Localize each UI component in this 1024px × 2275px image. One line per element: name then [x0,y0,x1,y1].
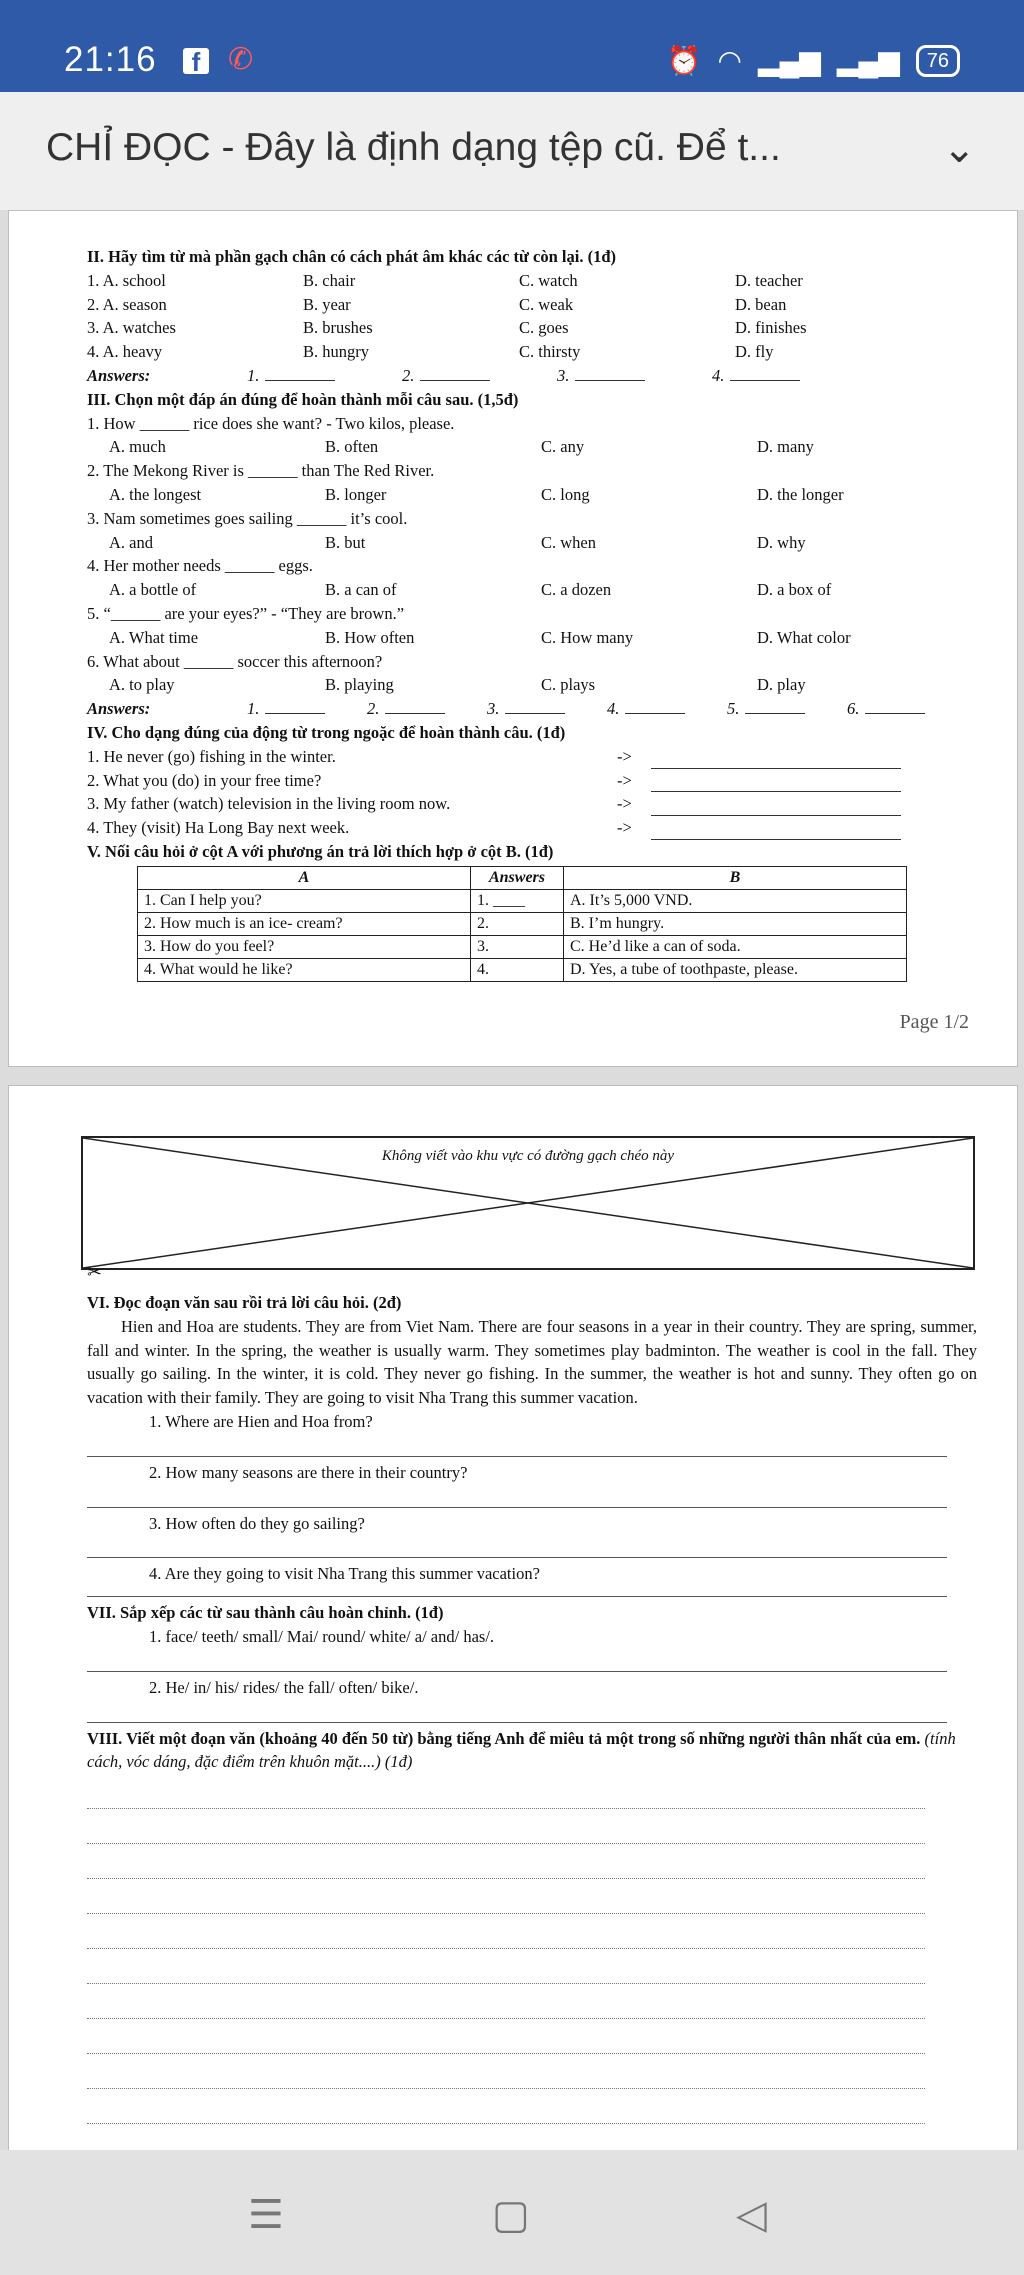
writing-line [87,1984,925,2019]
answer-line [87,1436,947,1457]
s4-item-2: 2. What you (do) in your free time? -> [87,769,977,793]
chevron-down-icon[interactable]: ⌄ [942,127,976,171]
s4-item-4: 4. They (visit) Ha Long Bay next week. -> [87,816,977,840]
s6-q2: 2. How many seasons are there in their country? [149,1462,468,1482]
answer-line [87,1651,947,1672]
signal-icon-2: ▂▄▆ [836,45,900,76]
writing-line [87,1844,925,1879]
writing-line [87,1774,925,1809]
s7-item-2: 2. He/ in/ his/ rides/ the fall/ often/ bike/. [149,1677,419,1697]
s3-q5: 5. “______ are your eyes?” - “They are brown.” [87,603,405,623]
section-2-heading: II. Hãy tìm từ mà phần gạch chân có cách phát âm khác các từ còn lại. (1đ) [87,247,617,266]
wifi-icon: ◠ [717,45,742,76]
matching-table: A Answers B 1. Can I help you? 1. ____ A. It’s 5,000 VND. 2. How much is an ice- cream? 2. B. I’m hungry. 3. How do you feel? 3. C. He’d like a can of soda. 4. What would he like? 4. D. Yes, a tube of toothpaste, please. [137,866,907,982]
s3-q1: 1. How ______ rice does she want? - Two kilos, please. [87,413,455,433]
section-8-heading: VIII. Viết một đoạn văn (khoảng 40 đến 50 từ) bằng tiếng Anh để miêu tả một trong số những người thân nhất của em. (tính cách, vóc dáng, đặc điểm trên khuôn mặt....) (1đ) [87,1728,956,1772]
recent-apps-icon[interactable]: ☰ [248,2192,284,2238]
answer-line [87,1588,947,1597]
back-icon[interactable]: ◁ [736,2192,767,2238]
s6-q4: 4. Are they going to visit Nha Trang this summer vacation? [149,1564,540,1584]
app-bar [0,92,1024,210]
page-number: Page 1/2 [899,1011,969,1033]
table-row: 4. What would he like? 4. D. Yes, a tube of toothpaste, please. [138,958,907,981]
writing-line [87,2054,925,2089]
table-row: 1. Can I help you? 1. ____ A. It’s 5,000 VND. [138,889,907,912]
writing-line [87,2089,925,2124]
facebook-icon: f [183,48,209,74]
answer-line [87,1487,947,1508]
section-6-heading: VI. Đọc đoạn văn sau rồi trả lời câu hỏi. (2đ) [87,1293,402,1312]
system-nav-bar [0,2150,1024,2275]
read-only-banner[interactable]: CHỈ ĐỌC - Đây là định dạng tệp cũ. Để t... [46,126,781,169]
missed-call-icon: ✆ [228,43,254,76]
table-row: 2. How much is an ice- cream? 2. B. I’m hungry. [138,912,907,935]
s4-item-3: 3. My father (watch) television in the living room now. -> [87,792,977,816]
battery-icon: 76 [916,45,960,77]
s3-q2: 2. The Mekong River is ______ than The Red River. [87,461,435,481]
document-page-1 [8,210,1018,1067]
s2-row-3: 3. A. watches B. brushes C. goes D. finishes [87,318,807,338]
alarm-icon: ⏰ [666,45,702,76]
section-7-heading: VII. Sắp xếp các từ sau thành câu hoàn chỉnh. (1đ) [87,1603,444,1623]
scissor-icon: ✂ [87,1262,103,1282]
reading-passage: Hien and Hoa are students. They are from Viet Nam. There are four seasons in a year in their country. They are spring, summer, fall and winter. In the spring, the weather is usually warm. They sometimes play badminton. The weather is cool in the fall. They usually go sailing. In the winter, it is cold. They never go fishing. In the summer, the weather is hot and sunny. They often go on vacation with their family. They are going to visit Nha Trang this summer vacation. [87,1316,977,1408]
status-bar [0,0,1024,92]
writing-line [87,2019,925,2054]
no-write-label: Không viết vào khu vực có đường gạch chéo này [381,1148,675,1164]
section-3-heading: III. Chọn một đáp án đúng để hoàn thành mỗi câu sau. (1,5đ) [87,389,519,409]
s2-row-1: 1. A. school B. chair C. watch D. teacher [87,270,803,290]
answer-line [87,1537,947,1558]
writing-line [87,1949,925,1984]
answer-line [87,1702,947,1723]
s6-q1: 1. Where are Hien and Hoa from? [149,1411,373,1431]
s2-answers: Answers: 1. 2. 3. 4. [87,364,977,388]
page1-content: II. Hãy tìm từ mà phần gạch chân có cách phát âm khác các từ còn lại. (1đ) 1. A. school B. chair C. watch D. teacher 2. A. season B. year C. weak D. bean 3. A. watches B. brushes C. goes D. finishes 4. A. heavy B. hungry C. thirsty D. fly Answers: 1. 2. 3. 4. III. Chọn một đáp án đúng để hoàn thành mỗi câu sau. (1,5đ) 1. How ______ rice does she want? - Two kilos, please. A. much B. often C. any D. many 2. The Mekong River is ______ than The Red River. A. the longest B. longer C. long D. the longer 3. Nam sometimes goes sailing ______ it’s cool. A. and B. but C. when D. why 4. Her mother needs ______ eggs. A. a bottle of B. a can of C. a dozen D. a box of 5. “______ are your eyes?” - “They are brown.” A. What time B. How often C. How many D. What color 6. What about ______ soccer this afternoon? A. to play B. playing C. plays D. play Answers: 1. 2. 3. 4. 5. 6. IV. Cho dạng đúng của động từ trong ngoặc để hoàn thành câu. (1đ) 1. He never (go) fishing in the winter. -> 2. What you (do) in your free time? -> 3. My father (watch) television in the living room now. -> 4. They (visit) Ha Long Bay next week. -> V. Nối câu hỏi ở cột A với phương án trả lời thích hợp ở cột B. (1đ) A Answers B 1. Can I help you? 1. ____ A. It’s 5,000 VND. 2. How much is an ice- cream? 2. B. I’m hungry. 3. How do you feel? 3. C. He’d like a can of soda. 4. What would he like? 4. D. Yes, a tube of toothpaste, please. [87,245,977,982]
s2-row-2: 2. A. season B. year C. weak D. bean [87,294,787,314]
s2-row-4: 4. A. heavy B. hungry C. thirsty D. fly [87,342,774,362]
section-5-heading: V. Nối câu hỏi ở cột A với phương án trả lời thích hợp ở cột B. (1đ) [87,841,554,861]
status-time: 21:16 [64,40,157,79]
writing-line [87,1879,925,1914]
writing-line [87,1809,925,1844]
s6-q3: 3. How often do they go sailing? [149,1513,365,1533]
section-4-heading: IV. Cho dạng đúng của động từ trong ngoặc để hoàn thành câu. (1đ) [87,722,566,742]
s3-q6: 6. What about ______ soccer this afternoon? [87,651,383,671]
no-write-box [81,1136,975,1270]
page2-content [87,1291,977,2124]
s3-answers: Answers: 1. 2. 3. 4. 5. 6. [87,697,977,721]
writing-line [87,1914,925,1949]
table-row: 3. How do you feel? 3. C. He’d like a can of soda. [138,935,907,958]
document-page-2 [8,1085,1018,2152]
home-icon[interactable]: ▢ [492,2192,530,2238]
s7-item-1: 1. face/ teeth/ small/ Mai/ round/ white/ a/ and/ has/. [149,1626,495,1646]
signal-icon: ▂▄▆ [757,45,821,76]
s3-q3: 3. Nam sometimes goes sailing ______ it’s cool. [87,508,408,528]
s4-item-1: 1. He never (go) fishing in the winter. -> [87,745,977,769]
s3-q4: 4. Her mother needs ______ eggs. [87,556,313,576]
